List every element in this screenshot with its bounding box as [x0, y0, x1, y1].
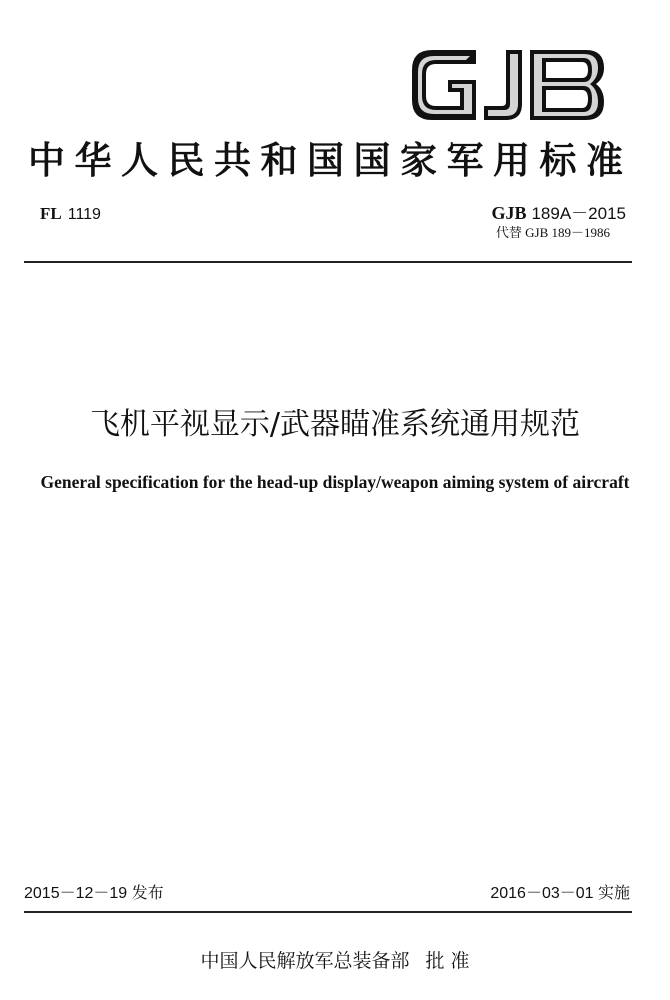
- issue-date: 2015－12－19 发布: [24, 885, 164, 902]
- standard-prefix: GJB: [491, 203, 527, 223]
- classification-number: 1119: [67, 206, 101, 223]
- gjb-logo: [410, 48, 606, 122]
- footer-divider: [24, 911, 632, 913]
- approver: 中国人民解放军总装备部: [200, 950, 410, 972]
- standard-number: [491, 199, 626, 224]
- national-standard-title: 中华人民共和国国家军用标准: [28, 138, 633, 182]
- approval-label: 批 准: [425, 950, 470, 972]
- standard-number-value: 189A－2015: [531, 204, 626, 223]
- classification-label: FL: [40, 204, 62, 223]
- document-title-english: General specification for the head-up display/weapon aiming system of aircraft: [40, 472, 630, 492]
- approval-line: [0, 946, 670, 973]
- replaces-note: 代替 GJB 189－1986: [495, 225, 610, 240]
- classification-code: [40, 204, 101, 224]
- implementation-date: 2016－03－01 实施: [490, 885, 630, 902]
- document-title-chinese: 飞机平视显示/武器瞄准系统通用规范: [89, 407, 581, 442]
- header-divider: [24, 261, 632, 263]
